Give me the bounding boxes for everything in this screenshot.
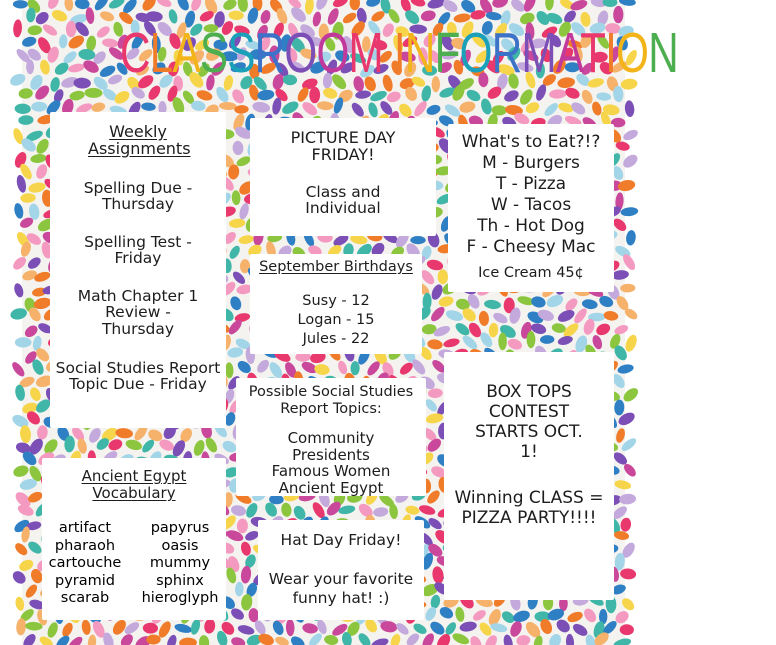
petal bbox=[141, 102, 156, 111]
petal bbox=[594, 321, 612, 337]
petal bbox=[322, 86, 339, 100]
petal bbox=[527, 331, 536, 348]
petal bbox=[367, 101, 380, 118]
petal bbox=[614, 479, 632, 491]
petal bbox=[405, 505, 420, 516]
petal bbox=[13, 541, 30, 558]
report-topics-panel bbox=[236, 378, 426, 496]
petal bbox=[28, 386, 43, 403]
box-tops-announcement: BOX TOPS CONTEST STARTS OCT. 1! bbox=[475, 382, 583, 462]
petal bbox=[617, 179, 636, 193]
petal bbox=[540, 335, 555, 344]
petal bbox=[625, 230, 636, 246]
petal bbox=[437, 295, 454, 309]
title-letter: A bbox=[172, 21, 200, 85]
picture-day-title: PICTURE DAY FRIDAY! bbox=[290, 128, 396, 164]
petal bbox=[620, 596, 637, 613]
petal bbox=[441, 0, 460, 14]
petal bbox=[110, 617, 128, 637]
vocabulary-heading: Ancient Egypt Vocabulary bbox=[81, 467, 187, 502]
title-letter: S bbox=[227, 21, 255, 85]
petal bbox=[19, 425, 32, 444]
vocabulary-word: scarab bbox=[60, 590, 110, 606]
petal bbox=[18, 115, 34, 125]
vocabulary-word: oasis bbox=[161, 537, 199, 554]
petal bbox=[255, 358, 271, 375]
vocabulary-word: hieroglyph bbox=[141, 590, 219, 606]
petal bbox=[545, 0, 554, 11]
petal bbox=[622, 128, 640, 143]
petal bbox=[81, 619, 92, 635]
topics-heading: Possible Social Studies Report Topics: bbox=[248, 384, 414, 417]
petal bbox=[238, 202, 251, 221]
petal bbox=[237, 518, 249, 533]
petal bbox=[620, 624, 635, 635]
petal bbox=[623, 333, 639, 353]
petal bbox=[615, 427, 627, 443]
vocabulary-word: pharaoh bbox=[54, 537, 116, 554]
petal bbox=[155, 0, 173, 9]
vocabulary-panel bbox=[42, 458, 226, 620]
title-letter: S bbox=[199, 21, 228, 85]
petal bbox=[620, 568, 637, 580]
petal bbox=[331, 0, 349, 9]
petal bbox=[389, 633, 402, 645]
petal bbox=[516, 634, 531, 645]
petal bbox=[31, 102, 47, 112]
petal bbox=[10, 569, 28, 587]
petal bbox=[451, 631, 471, 645]
menu-item: W - Tacos bbox=[490, 195, 572, 215]
petal bbox=[219, 102, 237, 111]
title-letter: N bbox=[648, 21, 678, 85]
petal bbox=[556, 308, 576, 325]
petal bbox=[15, 337, 32, 347]
petal bbox=[112, 88, 131, 106]
title-letter: O bbox=[316, 21, 349, 85]
vocabulary-word: pyramid bbox=[55, 572, 115, 589]
petal bbox=[409, 0, 426, 8]
petal bbox=[488, 322, 499, 337]
hat-day-title: Hat Day Friday! bbox=[280, 531, 402, 549]
petal bbox=[498, 333, 507, 351]
menu-item: F - Cheesy Mac bbox=[466, 237, 596, 257]
petal bbox=[222, 0, 239, 12]
petal bbox=[87, 634, 97, 645]
petal bbox=[459, 620, 478, 633]
petal bbox=[430, 594, 442, 609]
petal bbox=[203, 618, 216, 634]
title-letter bbox=[383, 21, 394, 85]
petal bbox=[323, 634, 339, 645]
petal bbox=[619, 517, 632, 533]
petal bbox=[92, 0, 110, 13]
petal bbox=[23, 583, 39, 600]
petal bbox=[512, 609, 532, 625]
petal bbox=[442, 337, 460, 349]
petal bbox=[410, 236, 425, 244]
petal bbox=[252, 101, 271, 114]
petal bbox=[621, 152, 640, 170]
petal bbox=[571, 621, 590, 638]
petal bbox=[479, 97, 493, 115]
petal bbox=[20, 193, 36, 203]
hat-day-panel bbox=[258, 520, 424, 620]
title-letter: A bbox=[555, 21, 581, 85]
petal bbox=[13, 282, 25, 298]
petal bbox=[458, 100, 476, 115]
petal bbox=[203, 436, 219, 455]
petal bbox=[304, 0, 314, 15]
petal bbox=[46, 621, 60, 639]
title-letter: M bbox=[348, 21, 383, 85]
petal bbox=[230, 504, 247, 518]
topic-item: Ancient Egypt bbox=[278, 478, 384, 497]
birthday-item: Jules - 22 bbox=[302, 331, 370, 347]
petal bbox=[175, 0, 191, 12]
petal bbox=[14, 596, 25, 612]
petal bbox=[12, 464, 30, 479]
petal bbox=[225, 362, 234, 378]
petal bbox=[231, 190, 241, 205]
vocabulary-row bbox=[48, 555, 222, 573]
petal bbox=[237, 624, 256, 637]
assignment-item: Social Studies Report Topic Due - Friday bbox=[55, 359, 221, 394]
petal bbox=[617, 363, 635, 375]
petal bbox=[143, 622, 159, 634]
petal bbox=[427, 338, 444, 350]
petal bbox=[437, 269, 448, 284]
petal bbox=[621, 385, 640, 404]
vocabulary-word: papyrus bbox=[150, 520, 210, 536]
petal bbox=[613, 637, 633, 645]
petal bbox=[14, 103, 31, 114]
petal bbox=[603, 310, 619, 321]
petal bbox=[596, 92, 612, 102]
petal bbox=[228, 295, 243, 312]
petal bbox=[566, 610, 584, 624]
petal bbox=[257, 89, 275, 102]
picture-day-detail: Class and Individual bbox=[305, 183, 381, 218]
petal bbox=[13, 0, 28, 9]
picture-day-panel bbox=[250, 118, 436, 236]
vocabulary-word: cartouche bbox=[48, 555, 122, 571]
petal bbox=[37, 425, 49, 440]
petal bbox=[34, 137, 51, 156]
topic-item: Presidents bbox=[292, 445, 370, 464]
petal bbox=[350, 361, 359, 375]
assignment-item: Math Chapter 1 Review - Thursday bbox=[77, 287, 199, 338]
petal bbox=[453, 321, 471, 338]
petal bbox=[582, 606, 599, 624]
petal bbox=[244, 501, 260, 519]
box-tops-panel bbox=[444, 352, 614, 600]
petal bbox=[189, 0, 203, 12]
vocabulary-row bbox=[48, 590, 222, 608]
petal bbox=[471, 608, 487, 623]
petal bbox=[491, 0, 510, 10]
title-letter: O bbox=[459, 21, 492, 85]
topic-item: Famous Women bbox=[271, 462, 391, 480]
title-letter: R bbox=[491, 21, 522, 85]
petal bbox=[115, 427, 134, 439]
vocabulary-word: mummy bbox=[149, 555, 211, 571]
title-letter: C bbox=[120, 21, 150, 85]
petal bbox=[230, 636, 247, 645]
petal bbox=[84, 88, 102, 99]
title-letter: M bbox=[521, 21, 556, 85]
petal bbox=[356, 631, 373, 645]
petal bbox=[484, 299, 502, 310]
petal bbox=[478, 310, 489, 326]
title-letter: I bbox=[605, 21, 617, 85]
petal bbox=[580, 88, 595, 106]
petal bbox=[365, 0, 381, 8]
vocabulary-word: sphinx bbox=[156, 572, 204, 589]
petal bbox=[385, 90, 402, 104]
petal bbox=[13, 202, 25, 219]
hat-day-detail: Wear your favorite funny hat! :) bbox=[268, 570, 414, 607]
petal bbox=[619, 493, 637, 505]
petal bbox=[412, 99, 429, 118]
pizza-party-announcement: Winning CLASS = PIZZA PARTY!!!! bbox=[454, 488, 604, 528]
petal bbox=[350, 0, 360, 10]
petal bbox=[198, 635, 209, 645]
petal bbox=[569, 0, 589, 12]
petal bbox=[425, 103, 441, 117]
petal bbox=[309, 87, 320, 104]
petal bbox=[418, 503, 437, 516]
petal bbox=[431, 566, 445, 585]
petal bbox=[373, 506, 389, 517]
petal bbox=[620, 283, 635, 292]
birthday-item: Susy - 12 bbox=[302, 293, 370, 309]
petal bbox=[614, 399, 625, 415]
petal bbox=[237, 0, 249, 13]
petal bbox=[9, 307, 28, 321]
vocabulary-row bbox=[48, 573, 222, 591]
petal bbox=[232, 140, 244, 155]
petal bbox=[483, 633, 500, 645]
title-letter: O bbox=[616, 21, 649, 85]
petal bbox=[355, 90, 372, 100]
birthdays-panel bbox=[250, 254, 422, 354]
petal bbox=[428, 388, 443, 399]
petal bbox=[235, 582, 244, 597]
petal bbox=[547, 632, 563, 645]
title-letter: I bbox=[393, 21, 405, 85]
menu-item: T - Pizza bbox=[495, 174, 567, 194]
petal bbox=[468, 634, 484, 645]
petal bbox=[618, 0, 636, 7]
petal bbox=[370, 637, 389, 645]
petal bbox=[349, 101, 366, 119]
birthday-item: Logan - 15 bbox=[297, 312, 375, 328]
petal bbox=[64, 0, 74, 11]
petal bbox=[624, 100, 635, 117]
petal bbox=[10, 360, 27, 378]
birthdays-heading: September Birthdays bbox=[259, 259, 413, 275]
menu-item: Th - Hot Dog bbox=[477, 216, 585, 236]
petal bbox=[317, 101, 334, 111]
vocabulary-row bbox=[48, 520, 222, 538]
petal bbox=[26, 255, 43, 271]
petal bbox=[174, 622, 193, 634]
petal bbox=[240, 541, 253, 557]
menu-heading: What's to Eat?!? bbox=[461, 132, 601, 152]
title-letter: F bbox=[434, 21, 460, 85]
petal bbox=[620, 206, 638, 217]
petal bbox=[11, 255, 29, 272]
board-title bbox=[22, 18, 678, 88]
vocabulary-word: artifact bbox=[58, 520, 112, 536]
petal bbox=[240, 565, 252, 584]
petal bbox=[229, 218, 246, 229]
petal bbox=[502, 88, 520, 104]
petal bbox=[30, 153, 47, 164]
weekly-assignments-heading: Weekly Assignments bbox=[88, 122, 191, 158]
petal bbox=[454, 606, 465, 622]
petal bbox=[34, 163, 49, 181]
assignment-item: Spelling Due - Thursday bbox=[83, 179, 193, 214]
topic-item: Community bbox=[287, 429, 375, 447]
title-letter: N bbox=[404, 21, 435, 85]
petal bbox=[581, 298, 598, 310]
petal bbox=[302, 622, 319, 634]
petal bbox=[426, 0, 445, 10]
menu-extra: Ice Cream 45¢ bbox=[478, 265, 584, 281]
petal bbox=[613, 323, 629, 336]
petal bbox=[336, 360, 348, 376]
vocabulary-row bbox=[48, 538, 222, 556]
petal bbox=[124, 438, 143, 452]
petal bbox=[18, 88, 33, 100]
petal bbox=[522, 0, 539, 13]
petal bbox=[227, 244, 241, 261]
title-letter: T bbox=[580, 21, 606, 85]
petal bbox=[286, 619, 295, 636]
petal bbox=[315, 618, 328, 635]
petal bbox=[274, 635, 290, 645]
petal bbox=[565, 634, 574, 645]
assignment-item: Spelling Test - Friday bbox=[84, 233, 192, 268]
petal bbox=[46, 0, 61, 11]
menu-item: M - Burgers bbox=[482, 153, 580, 173]
title-letter: L bbox=[149, 21, 173, 85]
bulletin-board bbox=[22, 0, 678, 645]
petal bbox=[549, 89, 567, 99]
petal bbox=[280, 502, 292, 517]
vocabulary-list bbox=[48, 520, 222, 608]
petal bbox=[179, 637, 197, 645]
petal bbox=[465, 88, 483, 104]
petal bbox=[140, 0, 158, 13]
lunch-menu-panel bbox=[448, 124, 614, 292]
petal bbox=[195, 89, 213, 103]
petal bbox=[165, 634, 178, 645]
petal bbox=[314, 0, 330, 12]
petal bbox=[313, 363, 330, 376]
weekly-assignments-panel bbox=[50, 112, 226, 428]
title-letter: O bbox=[284, 21, 317, 85]
petal bbox=[506, 337, 523, 352]
title-letter: R bbox=[254, 21, 285, 85]
petal bbox=[602, 0, 617, 7]
petal bbox=[429, 305, 447, 324]
petal bbox=[445, 308, 465, 323]
